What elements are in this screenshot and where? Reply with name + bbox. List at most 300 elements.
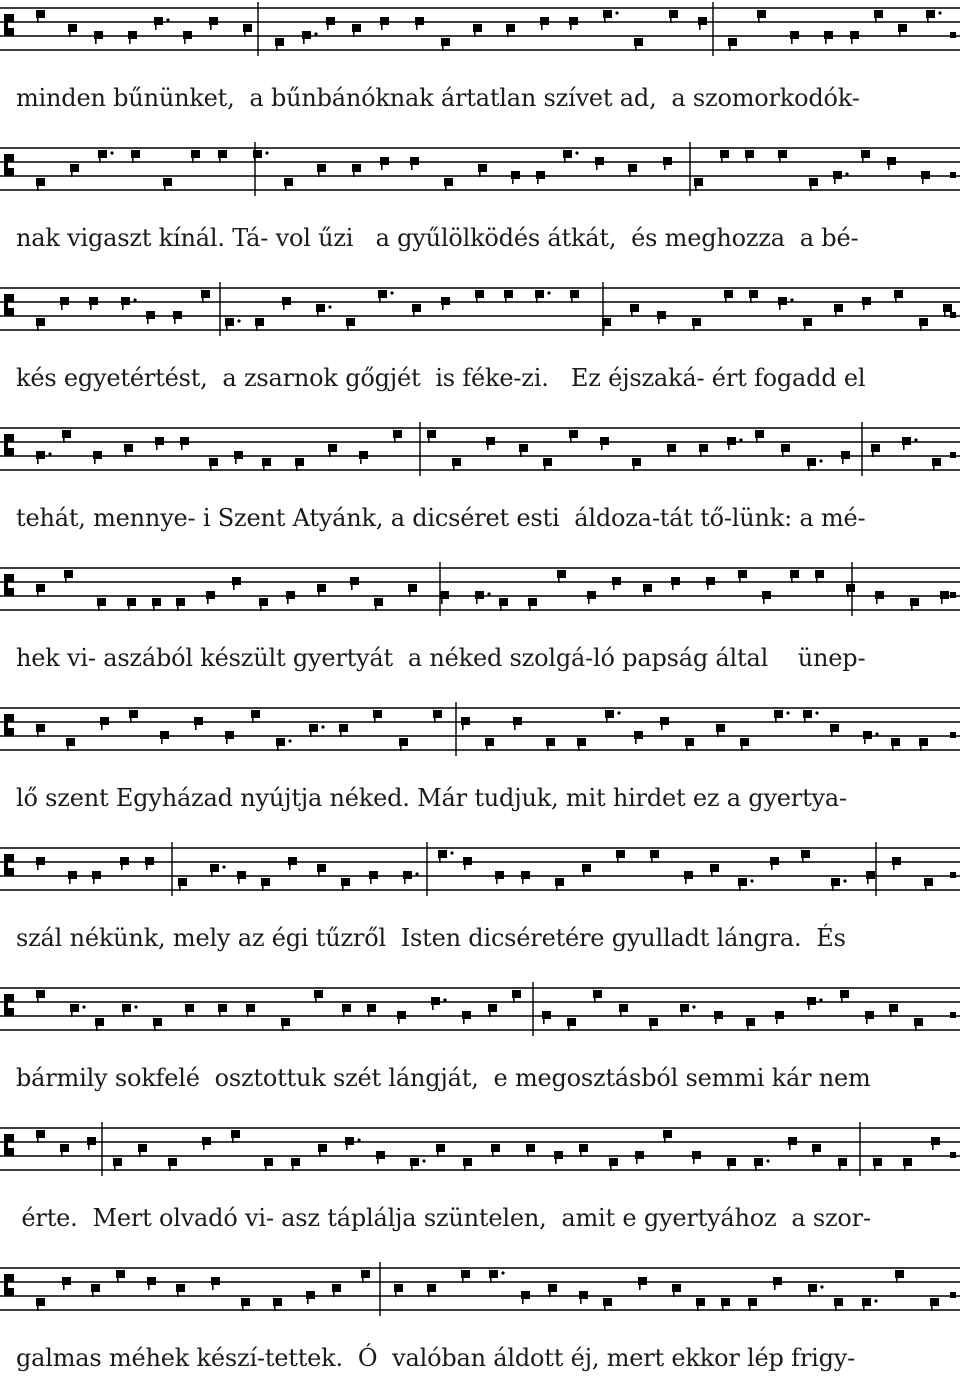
staff <box>0 980 960 1070</box>
neume-note <box>178 878 187 886</box>
neume-note <box>593 990 602 998</box>
neume-note <box>309 724 318 732</box>
staff <box>0 560 960 650</box>
neume-note <box>431 997 440 1005</box>
neume-note <box>669 10 678 18</box>
punctum-dot <box>815 711 818 714</box>
neume-note <box>803 318 812 326</box>
neume-note <box>727 1158 736 1166</box>
neume-note <box>261 878 270 886</box>
neume-note <box>488 1004 497 1012</box>
neume-note <box>440 591 449 599</box>
neume-note <box>865 1011 874 1019</box>
neume-note <box>619 1004 628 1012</box>
neume-note <box>579 1291 588 1299</box>
neume-note <box>36 1298 45 1306</box>
neume-note <box>62 430 71 438</box>
punctum-dot <box>820 1285 823 1288</box>
neume-note <box>225 731 234 739</box>
neume-note <box>685 738 694 746</box>
neume-note <box>243 24 252 32</box>
neume-note <box>692 318 701 326</box>
neume-note <box>452 458 461 466</box>
neume-note <box>259 598 268 606</box>
neume-note <box>582 864 591 872</box>
neume-note <box>605 710 614 718</box>
lyric-line: bármily sokfelé osztottuk szét lángját, e megosztásból semmi kár nem <box>16 1064 871 1092</box>
neume-note <box>255 318 264 326</box>
neume-note <box>138 1144 147 1152</box>
neume-note <box>672 1284 681 1292</box>
neume-note <box>155 437 164 445</box>
neume-note <box>931 1137 940 1145</box>
neume-note <box>721 1298 730 1306</box>
punctum-dot <box>487 592 490 595</box>
punctum-dot <box>450 851 453 854</box>
neume-note <box>129 710 138 718</box>
neume-note <box>526 1144 535 1152</box>
neume-note <box>919 318 928 326</box>
neume-note <box>70 1004 79 1012</box>
neume-note <box>36 178 45 186</box>
punctum-dot <box>938 11 941 14</box>
neume-note <box>807 458 816 466</box>
neume-note <box>902 437 911 445</box>
punctum-dot <box>615 11 618 14</box>
punctum-dot <box>501 1271 504 1274</box>
neume-note <box>543 458 552 466</box>
punctum-dot <box>819 998 822 1001</box>
neume-note <box>113 1158 122 1166</box>
staff <box>0 280 960 370</box>
neume-note <box>95 1018 104 1026</box>
neume-note <box>587 591 596 599</box>
neume-note <box>122 1004 131 1012</box>
neume-note <box>209 17 218 25</box>
neume-note <box>441 297 450 305</box>
neume-note <box>609 1158 618 1166</box>
lyric-line: minden bűnünket, a bűnbánóknak ártatlan szívet ad, a szomorkodók- <box>16 84 860 112</box>
neume-note <box>291 1158 300 1166</box>
neume-note <box>282 297 291 305</box>
neume-note <box>808 1284 817 1292</box>
neume-note <box>671 577 680 585</box>
neume-note <box>317 864 326 872</box>
neume-note <box>168 1158 177 1166</box>
neume-note <box>127 598 136 606</box>
neume-note <box>36 318 45 326</box>
neume-note <box>393 430 402 438</box>
neume-note <box>64 570 73 578</box>
punctum-dot <box>222 865 225 868</box>
neume-note <box>131 150 140 158</box>
neume-note <box>838 1158 847 1166</box>
punctum-dot <box>422 1159 425 1162</box>
neume-note <box>833 171 842 179</box>
neume-note <box>940 591 949 599</box>
neume-note <box>176 1284 185 1292</box>
neume-note <box>463 1158 472 1166</box>
punctum-dot <box>443 998 446 1001</box>
neume-note <box>286 591 295 599</box>
neume-note <box>706 577 715 585</box>
neume-note <box>121 297 130 305</box>
neume-note <box>373 710 382 718</box>
c-clef-icon <box>4 14 14 36</box>
custos-icon <box>950 1012 956 1018</box>
punctum-dot <box>547 291 550 294</box>
neume-note <box>628 164 637 172</box>
lyric-line: nak vigaszt kínál. Tá- vol űzi a gyűlölködés átkát, és meghozza a bé- <box>16 224 859 252</box>
neume-note <box>92 871 101 879</box>
c-clef-icon <box>4 1134 14 1156</box>
neume-note <box>486 437 495 445</box>
custos-icon <box>950 1152 956 1158</box>
punctum-dot <box>328 305 331 308</box>
neume-note <box>202 1137 211 1145</box>
c-clef-icon <box>4 994 14 1016</box>
neume-note <box>427 1284 436 1292</box>
neume-note <box>145 857 154 865</box>
neume-note <box>146 311 155 319</box>
lyric-line: galmas méhek készí-tettek. Ó valóban áldott éj, mert ekkor lép frigy- <box>16 1344 855 1372</box>
neume-note <box>699 444 708 452</box>
neume-note <box>910 598 919 606</box>
neume-note <box>36 451 45 459</box>
neume-note <box>427 430 436 438</box>
neume-note <box>770 857 779 865</box>
neume-note <box>60 297 69 305</box>
neume-note <box>153 1018 162 1026</box>
neume-note <box>710 864 719 872</box>
neume-note <box>830 724 839 732</box>
neume-note <box>295 458 304 466</box>
punctum-dot <box>786 711 789 714</box>
neume-note <box>399 738 408 746</box>
neume-note <box>185 1004 194 1012</box>
neume-note <box>444 178 453 186</box>
neume-note <box>649 1018 658 1026</box>
neume-note <box>657 311 666 319</box>
neume-note <box>403 871 412 879</box>
neume-note <box>147 1277 156 1285</box>
neume-note <box>251 710 260 718</box>
c-clef-icon <box>4 854 14 876</box>
staff-system <box>0 840 960 980</box>
neume-note <box>634 731 643 739</box>
neume-note <box>778 297 787 305</box>
neume-note <box>410 1158 419 1166</box>
staff-system <box>0 420 960 560</box>
neume-note <box>380 157 389 165</box>
custos-icon <box>950 32 956 38</box>
neume-note <box>749 290 758 298</box>
neume-note <box>100 717 109 725</box>
neume-note <box>727 437 736 445</box>
neume-note <box>211 1277 220 1285</box>
neume-note <box>569 430 578 438</box>
neume-note <box>288 857 297 865</box>
neume-note <box>773 1277 782 1285</box>
neume-note <box>716 724 725 732</box>
neume-note <box>302 31 311 39</box>
punctum-dot <box>750 879 753 882</box>
neume-note <box>316 304 325 312</box>
neume-note <box>273 1298 282 1306</box>
punctum-dot <box>390 291 393 294</box>
custos-icon <box>950 452 956 458</box>
punctum-dot <box>819 459 822 462</box>
neume-note <box>724 290 733 298</box>
neume-note <box>210 864 219 872</box>
neume-note <box>234 451 243 459</box>
neume-note <box>339 724 348 732</box>
punctum-dot <box>692 1005 695 1008</box>
neume-note <box>511 171 520 179</box>
neume-note <box>692 1151 701 1159</box>
punctum-dot <box>48 452 51 455</box>
neume-note <box>781 444 790 452</box>
neume-note <box>684 871 693 879</box>
punctum-dot <box>875 732 878 735</box>
punctum-dot <box>790 298 793 301</box>
neume-note <box>284 178 293 186</box>
neume-note <box>473 24 482 32</box>
staff <box>0 140 960 230</box>
neume-note <box>461 717 470 725</box>
staff-system <box>0 700 960 840</box>
neume-note <box>788 1137 797 1145</box>
neume-note <box>762 591 771 599</box>
neume-note <box>237 871 246 879</box>
neume-note <box>778 150 787 158</box>
neume-note <box>557 570 566 578</box>
neume-note <box>318 1144 327 1152</box>
neume-note <box>528 598 537 606</box>
punctum-dot <box>766 1159 769 1162</box>
punctum-dot <box>321 725 324 728</box>
neume-note <box>462 1011 471 1019</box>
punctum-dot <box>617 711 620 714</box>
neume-note <box>892 857 901 865</box>
neume-note <box>555 878 564 886</box>
neume-note <box>275 38 284 46</box>
staff-system <box>0 280 960 420</box>
neume-note <box>98 150 107 158</box>
neume-note <box>660 717 669 725</box>
neume-note <box>253 150 262 158</box>
neume-note <box>160 731 169 739</box>
neume-note <box>757 10 766 18</box>
neume-note <box>801 850 810 858</box>
neume-note <box>36 10 45 18</box>
staff <box>0 0 960 90</box>
lyric-line: szál nékünk, mely az égi tűzről Isten dicséretére gyulladt lángra. És <box>16 924 846 952</box>
neume-note <box>774 710 783 718</box>
neume-note <box>499 598 508 606</box>
punctum-dot <box>82 1005 85 1008</box>
neume-note <box>738 570 747 578</box>
neume-note <box>231 1130 240 1138</box>
neume-note <box>603 10 612 18</box>
neume-note <box>326 17 335 25</box>
punctum-dot <box>133 298 136 301</box>
neume-note <box>790 570 799 578</box>
neume-note <box>352 24 361 32</box>
neume-note <box>943 304 952 312</box>
neume-note <box>728 38 737 46</box>
neume-note <box>667 444 676 452</box>
c-clef-icon <box>4 434 14 456</box>
neume-note <box>932 458 941 466</box>
neume-note <box>412 304 421 312</box>
punctum-dot <box>288 739 291 742</box>
neume-note <box>436 1144 445 1152</box>
neume-note <box>914 1018 923 1026</box>
neume-note <box>862 1298 871 1306</box>
neume-note <box>740 738 749 746</box>
neume-note <box>903 1158 912 1166</box>
staff-system <box>0 560 960 700</box>
neume-note <box>536 171 545 179</box>
neume-note <box>546 738 555 746</box>
neume-note <box>663 1130 672 1138</box>
neume-note <box>352 164 361 172</box>
neume-note <box>834 1298 843 1306</box>
neume-note <box>36 724 45 732</box>
punctum-dot <box>575 151 578 154</box>
neume-note <box>206 591 215 599</box>
punctum-dot <box>166 18 169 21</box>
neume-note <box>512 990 521 998</box>
neume-note <box>485 738 494 746</box>
neume-note <box>276 738 285 746</box>
custos-icon <box>950 872 956 878</box>
neume-note <box>314 990 323 998</box>
neume-note <box>663 157 672 165</box>
neume-note <box>359 451 368 459</box>
neume-note <box>378 290 387 298</box>
neume-note <box>394 1284 403 1292</box>
neume-note <box>874 10 883 18</box>
neume-note <box>738 878 747 886</box>
neume-note <box>180 437 189 445</box>
neume-note <box>846 584 855 592</box>
punctum-dot <box>843 879 846 882</box>
neume-note <box>930 1298 939 1306</box>
neume-note <box>201 290 210 298</box>
staff-system <box>0 980 960 1120</box>
neume-note <box>694 178 703 186</box>
punctum-dot <box>357 1138 360 1141</box>
neume-note <box>209 458 218 466</box>
neume-note <box>638 1277 647 1285</box>
custos-icon <box>950 312 956 318</box>
neume-note <box>328 444 337 452</box>
lyric-line: tehát, mennye- i Szent Atyánk, a dicséret esti áldoza-tát tő-lünk: a mé- <box>16 504 866 532</box>
staff <box>0 700 960 790</box>
neume-note <box>698 17 707 25</box>
neume-note <box>461 1270 470 1278</box>
neume-note <box>116 1270 125 1278</box>
neume-note <box>154 17 163 25</box>
neume-note <box>506 24 515 32</box>
punctum-dot <box>314 32 317 35</box>
lyric-line: kés egyetértést, a zsarnok gőgjét is féke-zi. Ez éjszaká- ért fogadd el <box>16 364 866 392</box>
custos-icon <box>950 172 956 178</box>
neume-note <box>218 1004 227 1012</box>
c-clef-icon <box>4 714 14 736</box>
neume-note <box>36 584 45 592</box>
neume-note <box>815 570 824 578</box>
punctum-dot <box>415 872 418 875</box>
neume-note <box>66 738 75 746</box>
neume-note <box>124 444 133 452</box>
neume-note <box>475 591 484 599</box>
neume-note <box>87 1137 96 1145</box>
neume-note <box>680 1004 689 1012</box>
neume-note <box>120 857 129 865</box>
neume-note <box>415 17 424 25</box>
punctum-dot <box>845 172 848 175</box>
neume-note <box>809 178 818 186</box>
punctum-dot <box>265 151 268 154</box>
neume-note <box>433 710 442 718</box>
neume-note <box>70 164 79 172</box>
neume-note <box>62 1277 71 1285</box>
neume-note <box>152 598 161 606</box>
staff <box>0 420 960 510</box>
neume-note <box>68 24 77 32</box>
neume-note <box>602 318 611 326</box>
staff-system <box>0 1260 960 1400</box>
neume-note <box>176 598 185 606</box>
neume-note <box>60 1144 69 1152</box>
neume-note <box>317 164 326 172</box>
neume-note <box>241 1298 250 1306</box>
neume-note <box>754 1158 763 1166</box>
neume-note <box>478 164 487 172</box>
neume-note <box>218 150 227 158</box>
neume-note <box>570 290 579 298</box>
neume-note <box>630 304 639 312</box>
neume-note <box>866 871 875 879</box>
neume-note <box>489 1270 498 1278</box>
neume-note <box>577 738 586 746</box>
staff-system <box>0 1120 960 1260</box>
neume-note <box>635 1151 644 1159</box>
neume-note <box>834 304 843 312</box>
neume-note <box>650 850 659 858</box>
neume-note <box>554 1151 563 1159</box>
staff <box>0 840 960 930</box>
custos-icon <box>950 732 956 738</box>
neume-note <box>36 990 45 998</box>
lyric-line: lő szent Egyházad nyújtja néked. Már tudjuk, mit hirdet ez a gyertya- <box>16 784 847 812</box>
neume-note <box>306 1291 315 1299</box>
staff-system <box>0 140 960 280</box>
neume-note <box>317 584 326 592</box>
neume-note <box>232 577 241 585</box>
lyric-line: hek vi- aszából készült gyertyát a néked szolgá-ló papság által ünep- <box>16 644 866 672</box>
c-clef-icon <box>4 154 14 176</box>
neume-note <box>475 290 484 298</box>
neume-note <box>521 1291 530 1299</box>
neume-note <box>548 1284 557 1292</box>
neume-note <box>775 1011 784 1019</box>
neume-note <box>281 1018 290 1026</box>
neume-note <box>408 584 417 592</box>
